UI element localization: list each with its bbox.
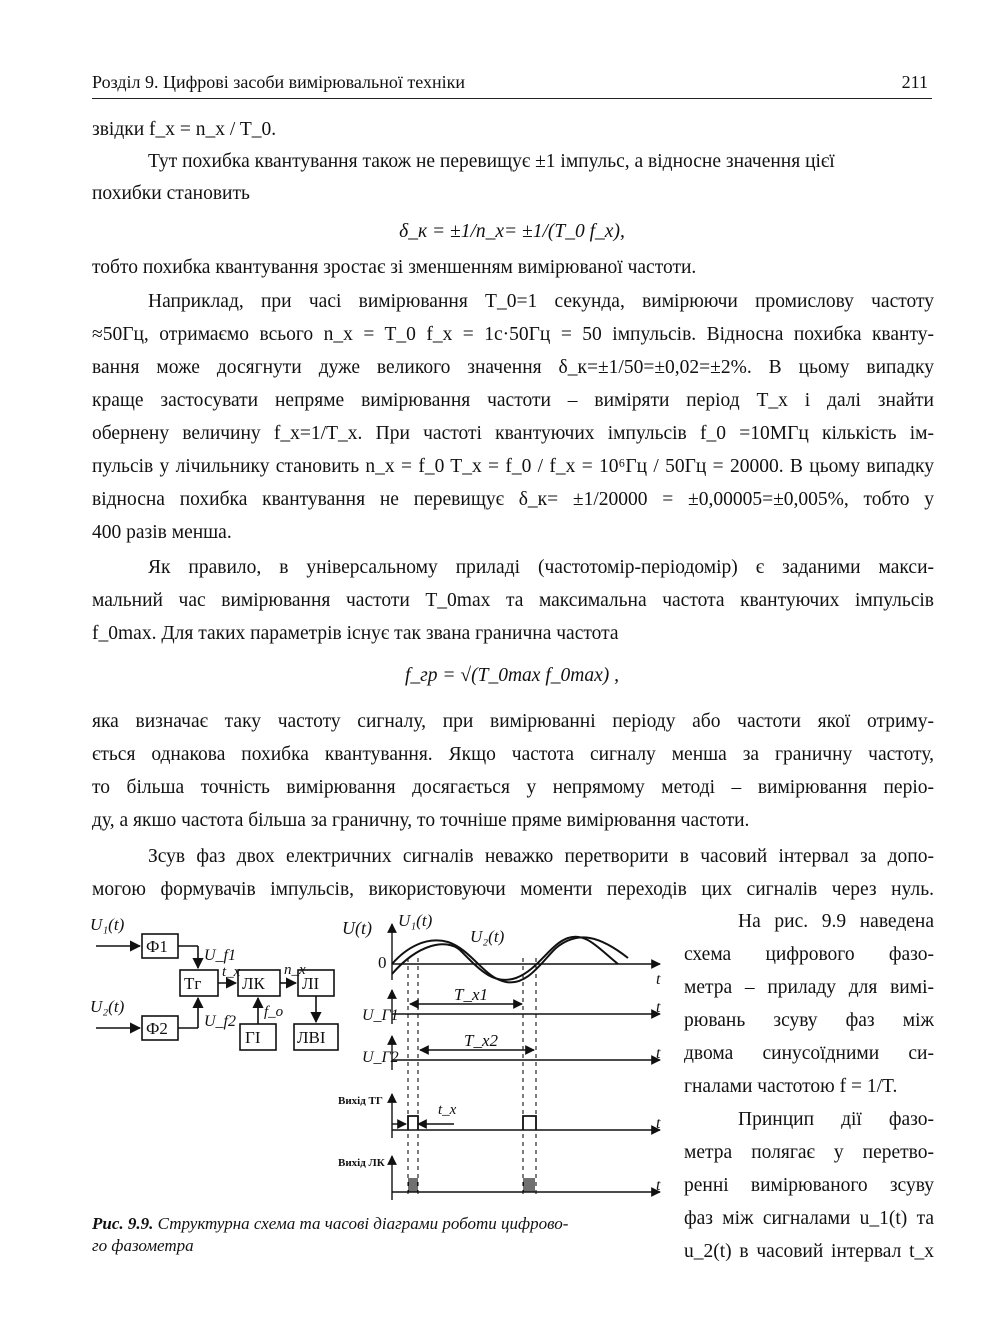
pulse-tg-1 [408,1116,418,1130]
running-header [92,72,932,99]
text-line: відносна похибка квантування не перевищує δ_к= ±1/20000 = ±0,00005=±0,005%, тобто у [92,489,934,510]
text-line: метра полягає у перетво- [684,1142,934,1163]
text-line: обернену величину f_x=1/T_x. При частоті квантуючих імпульсів f_0 =10МГц кількість ім- [92,423,934,444]
output-label-lk: Вихід ЛК [338,1157,385,1169]
caption-label: Рис. 9.9. [92,1214,154,1233]
signal-label-ug2: U_Г2 [362,1049,399,1066]
period-label-tx2: T_x2 [464,1031,498,1050]
text-line: u_2(t) в часовий інтервал t_x [684,1241,934,1262]
signal-label-uf2: U_f2 [204,1013,236,1030]
text-line: вання може досягнути дуже великого значення δ_к=±1/50=±0,02=±2%. В цьому випадку [92,357,934,378]
phase-meter-figure [88,908,678,1208]
time-label: t [656,971,661,988]
signal-label-ug1: U_Г1 [362,1007,399,1024]
pulse-tg-2 [523,1116,536,1130]
pulse-burst-1 [409,1178,417,1192]
text-line: ється однакова похибка квантування. Якщо частота сигналу менша за граничну частоту, [92,744,934,765]
caption-text: Структурна схема та часові діаграми роботи цифрово- [157,1214,569,1233]
signal-label-nx: n_x [284,962,306,978]
text-line: Наприклад, при часі вимірювання T_0=1 секунда, вимірюючи промислову частоту [148,291,934,312]
time-label: t [656,1115,661,1132]
signal-label-f0: f_o [264,1004,284,1020]
text-line: то більша точність вимірювання досягається у непрямому методі – вимірювання періо- [92,777,934,798]
text-line: ренні вимірюваного зсуву [684,1175,934,1196]
text-line: краще застосувати непряме вимірювання частоти – виміряти період T_x і далі знайти [92,390,934,411]
signal-label-u2-plot: U₂(t) [470,927,505,946]
time-label: t [656,1045,661,1062]
text-line: 400 разів менша. [92,522,232,543]
block-f1: Ф1 [146,937,168,956]
block-lvi: ЛВІ [297,1028,326,1047]
text-line: звідки f_x = n_x / T_0. [92,119,277,140]
signal-label-ut: U(t) [342,918,372,938]
text-line: двома синусоїдними си- [684,1043,934,1064]
text-line: пульсів у лічильнику становить n_x = f_0 T_x = f_0 / f_x = 10⁶Гц / 50Гц = 20000. В цьому випадку [92,456,934,477]
text-line: могою формувачів імпульсів, використовуючи моменти переходів цих сигналів через нуль. [92,879,934,900]
text-line: тобто похибка квантування зростає зі зменшенням вимірюваної частоти. [92,257,697,278]
time-label: t [656,1177,661,1194]
zero-label: 0 [378,953,387,972]
text-line: На рис. 9.9 наведена [738,911,934,932]
text-line: фаз між сигналами u_1(t) та [684,1208,934,1229]
text-line: схема цифрового фазо- [684,944,934,965]
output-label-tg: Вихід ТГ [338,1095,383,1107]
block-f2: Ф2 [146,1019,168,1038]
block-tg: Тг [184,974,202,993]
pulse-burst-2 [524,1178,534,1192]
page-number: 211 [901,72,928,92]
signal-label-tx: t_x [222,964,241,980]
caption-text-cont: го фазометра [92,1236,194,1255]
figure-caption [92,1213,682,1257]
text-line: Зсув фаз двох електричних сигналів неважко перетворити в часовий інтервал за допо- [148,846,934,867]
text-line: Тут похибка квантування також не перевищує ±1 імпульс, а відносне значення цієї [148,151,835,172]
text-line: гналами частотою f = 1/T. [684,1076,898,1097]
signal-label-u1-plot: U₁(t) [398,911,433,930]
period-label-tx1: T_x1 [454,985,488,1004]
text-line: ду, а якшо частота більша за граничну, то точніше пряме вимірювання частоти. [92,810,750,831]
timing-diagrams [338,911,661,1200]
text-line: f_0max. Для таких параметрів існує так звана гранична частота [92,623,619,644]
interval-label-tx: t_x [438,1102,457,1118]
text-line: ≈50Гц, отримаємо всього n_x = T_0 f_x = 1с·50Гц = 50 імпульсів. Відносна похибка кванту- [92,324,934,345]
block-lk: ЛК [242,974,265,993]
text-line: метра – приладу для вимі- [684,977,934,998]
text-line: яка визначає таку частоту сигналу, при вимірюванні періоду або частоти якої отриму- [92,711,934,732]
signal-label-uf1: U_f1 [204,947,236,964]
block-li: ЛІ [302,974,320,993]
signal-label-u1: U₁(t) [90,915,125,934]
text-line: рювань зсуву фаз між [684,1010,934,1031]
text-line: похибки становить [92,183,250,204]
formula-boundary-frequency: f_гр = √(T_0max f_0max) , [405,665,619,686]
block-gi: ГІ [245,1028,261,1047]
time-label: t [656,999,661,1016]
formula-quantization-error: δ_к = ±1/n_x= ±1/(T_0 f_x), [399,221,625,242]
chapter-title: Розділ 9. Цифрові засоби вимірювальної техніки [92,72,465,92]
block-diagram [90,915,338,1050]
text-line: Принцип дії фазо- [738,1109,934,1130]
sine-u1 [392,937,618,980]
text-line: мальний час вимірювання частоти T_0max та максимальна частота квантуючих імпульсів [92,590,934,611]
text-line: Як правило, в універсальному приладі (частотомір-періодомір) є заданими макси- [148,557,934,578]
signal-label-u2: U₂(t) [90,997,125,1016]
